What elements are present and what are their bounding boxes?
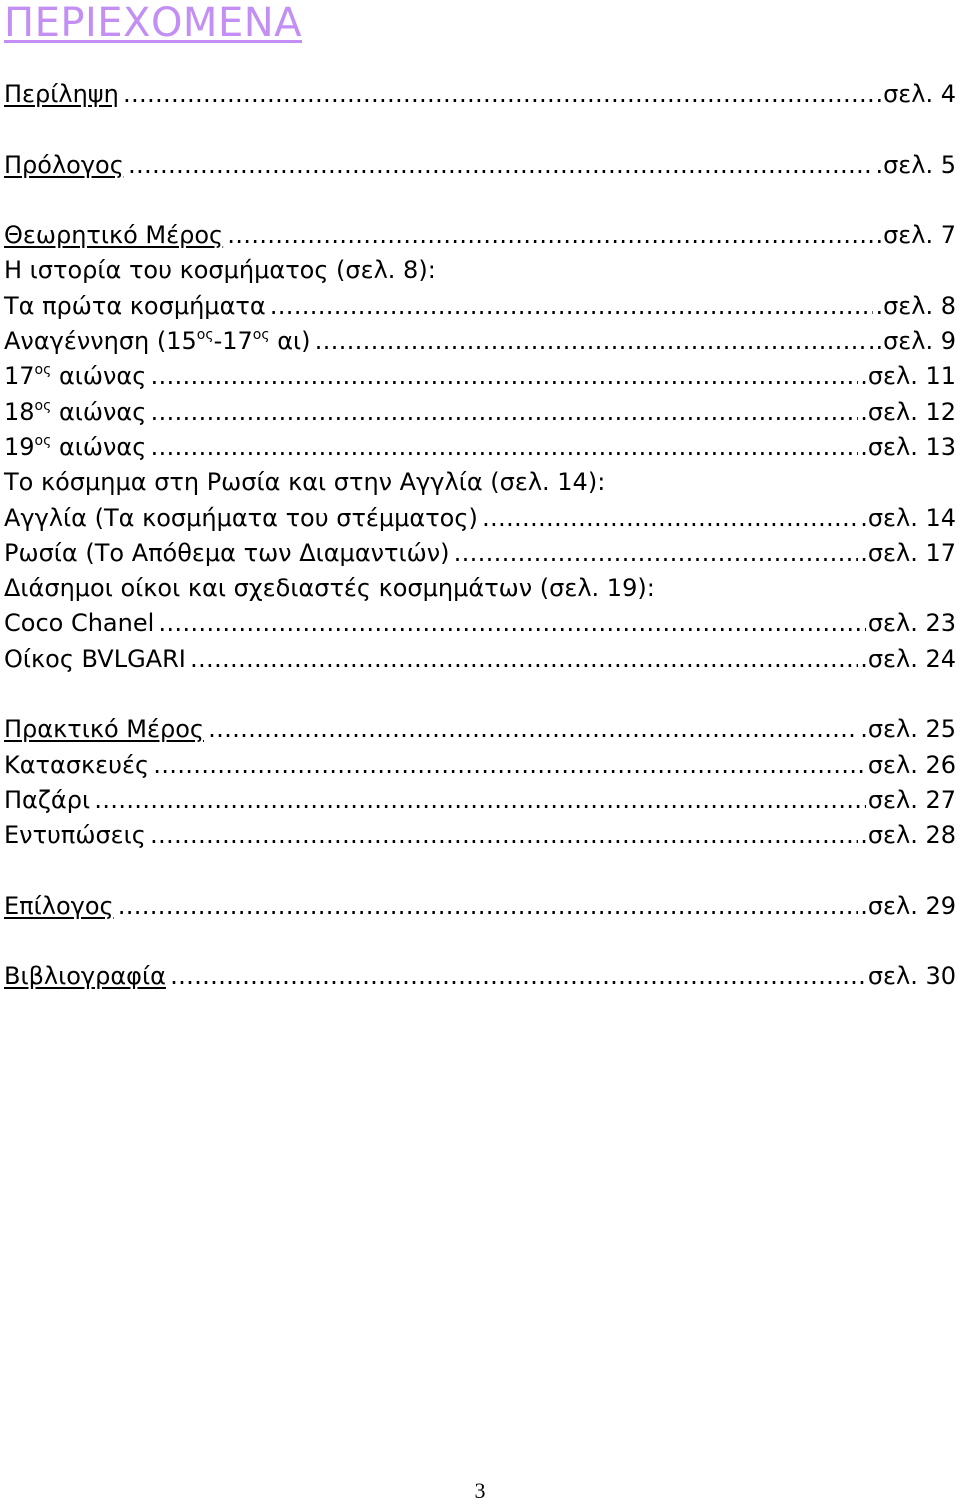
toc-entry-label[interactable]: Θεωρητικό Μέρος <box>4 221 224 250</box>
toc-entry-label: Αγγλία (Τα κοσμήματα του στέμματος) <box>4 503 478 532</box>
toc-entry-label[interactable]: Επίλογος <box>4 891 114 920</box>
toc-entry-page: σελ. 23 <box>867 609 956 638</box>
toc-entry-page: .σελ. 28 <box>860 821 956 850</box>
toc-section-designers <box>4 574 956 609</box>
toc-entry-label[interactable]: Πρακτικό Μέρος <box>4 715 204 744</box>
page-number: 3 <box>474 1478 486 1503</box>
toc-entry-18th-century <box>4 398 956 433</box>
toc-entry-label: Τα πρώτα κοσμήματα <box>4 291 266 320</box>
leader-dots <box>150 362 858 390</box>
page-title: ΠΕΡΙΕΧΟΜΕΝΑ <box>4 0 302 46</box>
leader-dots <box>123 80 874 108</box>
toc-entry-label[interactable]: Περίληψη <box>4 80 119 108</box>
leader-dots <box>315 327 866 355</box>
toc-entry-label: Αναγέννηση ($15^{o\varsigma}-17^{o\varsigma}$ αι) <box>4 327 311 356</box>
toc-entry-page: .σελ. 13 <box>860 432 956 461</box>
toc-entry-practical[interactable] <box>4 715 956 750</box>
leader-dots <box>153 751 866 779</box>
leader-dots <box>190 645 858 673</box>
toc-entry-page: σελ. 30 <box>867 962 956 991</box>
toc-entry-label: Ρωσία (Το Απόθεμα των Διαμαντιών) <box>4 538 450 567</box>
toc-entry-page: .σελ. 24 <box>860 644 956 673</box>
leader-dots <box>94 786 866 814</box>
toc-entry-bvlgari <box>4 645 956 680</box>
toc-entry-bibliography[interactable] <box>4 962 956 997</box>
leader-dots <box>118 892 859 920</box>
toc-entry-19th-century <box>4 433 956 468</box>
toc-entry-label[interactable]: Βιβλιογραφία <box>4 962 166 991</box>
toc-entry-renaissance <box>4 327 956 362</box>
leader-dots <box>227 221 873 249</box>
toc-entry-page: ..σελ. 9 <box>867 327 956 356</box>
toc-entry-epilogue[interactable] <box>4 892 956 927</box>
leader-dots <box>150 433 858 461</box>
toc-entry-page: .σελ. 25 <box>860 715 956 744</box>
leader-dots <box>158 609 866 637</box>
toc-entry-first-jewels <box>4 292 956 327</box>
toc-entry-bazaar <box>4 786 956 821</box>
leader-dots <box>454 539 859 567</box>
toc-entry-theory[interactable] <box>4 221 956 256</box>
toc-entry-17th-century <box>4 362 956 397</box>
toc-entry-page: .σελ. 11 <box>860 362 956 391</box>
leader-dots <box>150 398 858 426</box>
leader-dots <box>128 151 874 179</box>
toc-entry-label: Coco Chanel <box>4 609 155 638</box>
toc-entry-summary[interactable] <box>4 80 956 115</box>
toc-entry-page: σελ. 27 <box>867 785 956 814</box>
toc-section-label: Διάσημοι οίκοι και σχεδιαστές κοσμημάτων (σελ. 19): <box>4 574 655 603</box>
toc-entry-page: .σελ. 8 <box>875 291 956 320</box>
toc-entry-label: Οίκος BVLGARI <box>4 644 186 673</box>
toc-entry-england <box>4 504 956 539</box>
table-of-contents <box>4 80 956 998</box>
toc-section-history <box>4 256 956 291</box>
toc-entry-page: .σελ. 7 <box>875 221 956 250</box>
toc-section-label: Το κόσμημα στη Ρωσία και στην Αγγλία (σελ. 14): <box>4 468 606 497</box>
toc-entry-coco-chanel <box>4 609 956 644</box>
toc-entry-label: $17^{o\varsigma}$ αιώνας <box>4 362 147 391</box>
toc-entry-constructions <box>4 751 956 786</box>
toc-entry-label: $19^{o\varsigma}$ αιώνας <box>4 432 147 461</box>
toc-entry-label[interactable]: Πρόλογος <box>4 150 124 179</box>
toc-entry-label: Εντυπώσεις <box>4 821 146 850</box>
toc-entry-impressions <box>4 821 956 856</box>
leader-dots <box>208 715 858 743</box>
leader-dots <box>482 504 858 532</box>
toc-entry-page: .σελ. 14 <box>860 503 956 532</box>
toc-entry-label: $18^{o\varsigma}$ αιώνας <box>4 397 147 426</box>
toc-entry-page: .σελ. 12 <box>860 397 956 426</box>
toc-entry-russia <box>4 539 956 574</box>
toc-section-label: Η ιστορία του κοσμήματος (σελ. 8): <box>4 256 436 285</box>
leader-dots <box>270 292 874 320</box>
leader-dots <box>150 821 858 849</box>
toc-entry-page: .σελ. 29 <box>860 891 956 920</box>
toc-entry-prologue[interactable] <box>4 151 956 186</box>
toc-section-russia-england <box>4 468 956 503</box>
toc-entry-page: .σελ. 5 <box>875 150 956 179</box>
toc-entry-page: σελ. 26 <box>867 750 956 779</box>
toc-entry-page: .σελ. 4 <box>875 80 956 108</box>
toc-entry-label: Κατασκευές <box>4 750 150 779</box>
toc-entry-label: Παζάρι <box>4 785 91 814</box>
toc-entry-page: .σελ. 17 <box>860 538 956 567</box>
leader-dots <box>170 962 866 990</box>
